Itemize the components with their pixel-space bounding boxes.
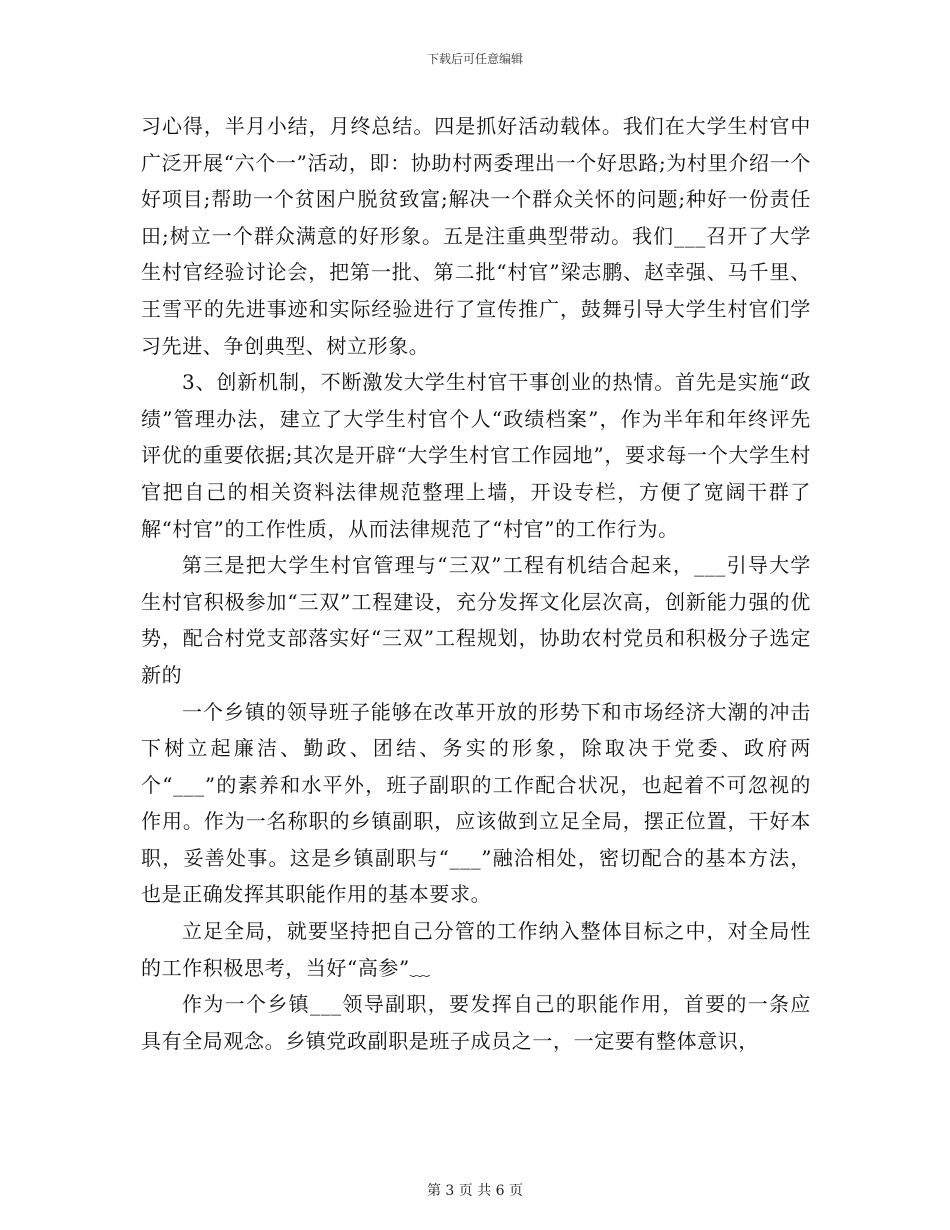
paragraph-2: 3、创新机制，不断激发大学生村官干事创业的热情。首先是实施“政绩”管理办法，建立了大学生村官个人“政绩档案”，作为半年和年终评先评优的重要依据;其次是开辟“大学生村官工作园地”，要求每一个大学生村官把自己的相关资料法律规范整理上墙，开设专栏，方便了宽阔干群了解“村官”的工作性质，从而法律规范了“村官”的工作行为。 <box>141 370 811 541</box>
paragraph-3: 第三是把大学生村官管理与“三双”工程有机结合起来，___引导大学生村官积极参加“三双”工程建设，充分发挥文化层次高，创新能力强的优势，配合村党支部落实好“三双”工程规划，协助农村党员和积极分子选定新的 <box>141 553 811 687</box>
document-body <box>141 108 811 1059</box>
paragraph-1: 习心得，半月小结，月终总结。四是抓好活动载体。我们在大学生村官中广泛开展“六个一”活动，即：协助村两委理出一个好思路;为村里介绍一个好项目;帮助一个贫困户脱贫致富;解决一个群众关怀的问题;种好一份责任田;树立一个群众满意的好形象。五是注重典型带动。我们___召开了大学生村官经验讨论会，把第一批、第二批“村官”梁志鹏、赵幸强、马千里、王雪平的先进事迹和实际经验进行了宣传推广，鼓舞引导大学生村官们学习先进、争创典型、树立形象。 <box>141 114 811 358</box>
page-header: 下载后可任意编辑 <box>426 52 523 66</box>
paragraph-4: 一个乡镇的领导班子能够在改革开放的形势下和市场经济大潮的冲击下树立起廉洁、勤政、团结、务实的形象，除取决于党委、政府两个“___”的素养和水平外，班子副职的工作配合状况，也起着不可忽视的作用。作为一名称职的乡镇副职，应该做到立足全局，摆正位置，干好本职，妥善处事。这是乡镇副职与“___”融洽相处，密切配合的基本方法，也是正确发挥其职能作用的基本要求。 <box>141 699 811 907</box>
page-footer: 第 3 页 共 6 页 <box>426 1183 524 1199</box>
paragraph-6: 作为一个乡镇___领导副职，要发挥自己的职能作用，首要的一条应具有全局观念。乡镇党政副职是班子成员之一，一定要有整体意识， <box>141 992 811 1053</box>
paragraph-5: 立足全局，就要坚持把自己分管的工作纳入整体目标之中，对全局性的工作积极思考，当好“高参”﹏ <box>141 919 811 980</box>
